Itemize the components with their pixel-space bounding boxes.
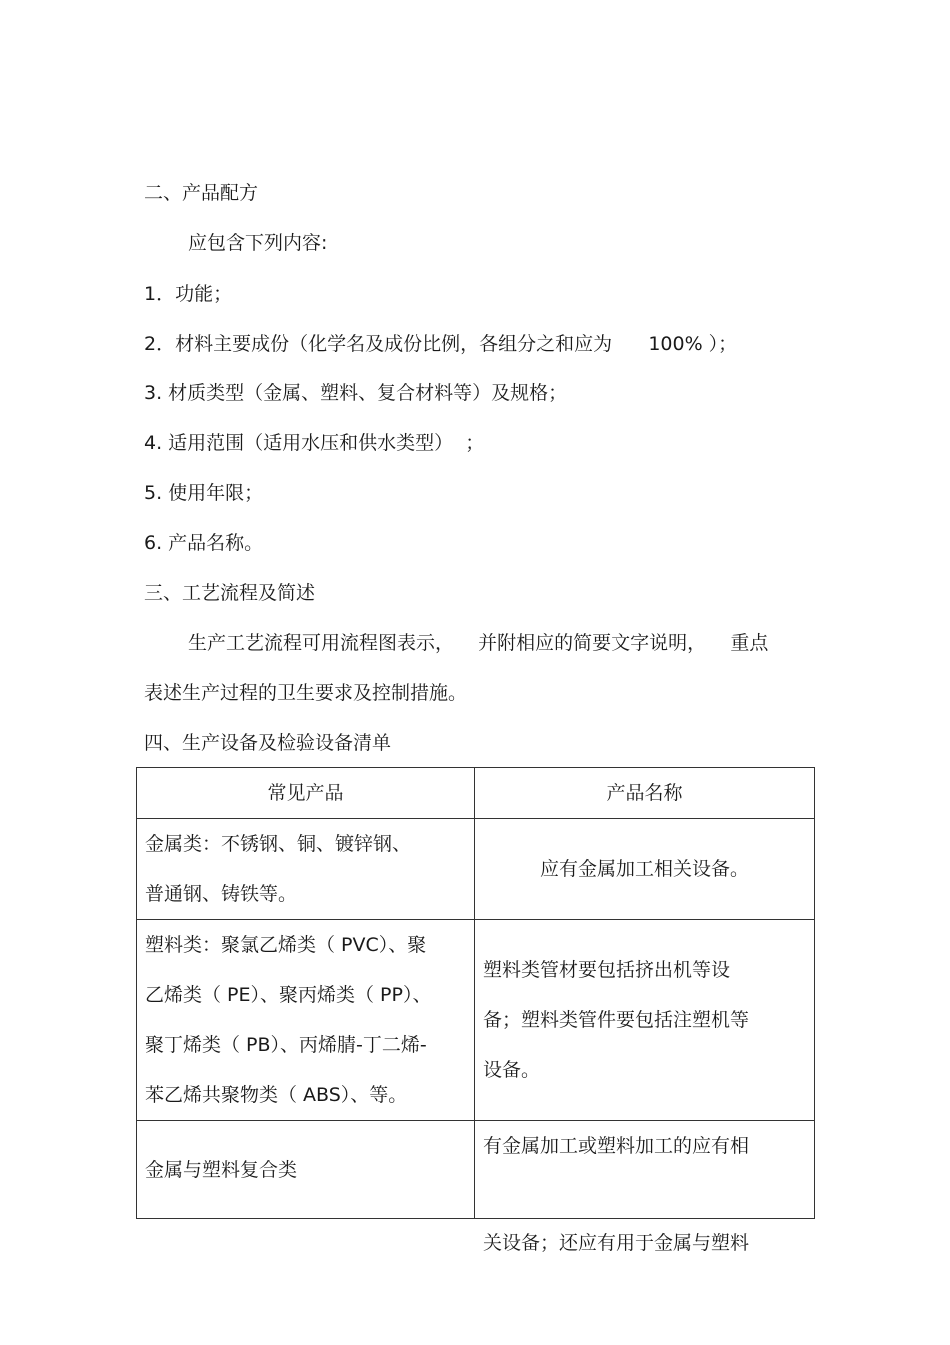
cell-line: 关设备；还应有用于金属与塑料 — [483, 1232, 750, 1254]
table-header-cell: 常见产品 — [137, 768, 475, 819]
table-cell-equipment — [475, 920, 815, 1121]
table-cell-product — [137, 1121, 475, 1219]
cell-line: 应有金属加工相关设备。 — [539, 858, 749, 880]
table-header-row — [137, 768, 815, 819]
cell-line: 塑料类管材要包括挤出机等设 — [483, 959, 731, 981]
table-cell-product — [137, 920, 475, 1121]
equipment-table — [136, 767, 815, 1254]
table-row — [137, 920, 815, 1121]
cell-line: 聚丁烯类（ PB）、丙烯腈-丁二烯- — [145, 1034, 427, 1056]
table-cell-product — [137, 819, 475, 920]
section-2-heading: 二、产品配方 — [144, 182, 259, 204]
table-cell-equipment — [475, 1121, 815, 1254]
cell-line: 普通钢、铸铁等。 — [145, 883, 298, 905]
cell-line: 金属类：不锈钢、铜、镀锌钢、 — [145, 833, 412, 855]
cell-line: 金属与塑料复合类 — [145, 1158, 298, 1181]
table-cell-equipment — [475, 819, 815, 920]
list-item: 3. 材质类型（金属、塑料、复合材料等）及规格； — [144, 382, 568, 404]
list-item: 6. 产品名称。 — [144, 532, 264, 554]
cell-text-block — [483, 1121, 806, 1254]
list-item: 2．材料主要成份（化学名及成份比例，各组分之和应为 100% ）； — [144, 333, 738, 355]
section-3-heading: 三、工艺流程及简述 — [144, 582, 316, 604]
cell-line: 塑料类：聚氯乙烯类（ PVC）、聚 — [145, 934, 427, 956]
cell-line: 苯乙烯共聚物类（ ABS）、等。 — [145, 1084, 408, 1106]
list-item: 1．功能； — [144, 283, 233, 305]
section-2-intro: 应包含下列内容: — [188, 232, 328, 254]
section-3-paragraph-line: 表述生产过程的卫生要求及控制措施。 — [144, 682, 468, 704]
section-3-paragraph-line: 生产工艺流程可用流程图表示， 并附相应的简要文字说明， 重点 — [188, 632, 769, 654]
section-4-heading: 四、生产设备及检验设备清单 — [144, 732, 392, 754]
cell-line: 备；塑料类管件要包括注塑机等 — [483, 1009, 750, 1031]
cell-line: 乙烯类（ PE）、聚丙烯类（ PP）、 — [145, 984, 432, 1006]
table-row — [137, 819, 815, 920]
table-row — [137, 1121, 815, 1219]
list-item: 5. 使用年限； — [144, 482, 264, 504]
cell-line: 有金属加工或塑料加工的应有相 — [483, 1135, 750, 1157]
list-item: 4. 适用范围（适用水压和供水类型） ； — [144, 432, 485, 454]
cell-line: 设备。 — [483, 1059, 541, 1081]
table-header-cell: 产品名称 — [475, 768, 815, 819]
